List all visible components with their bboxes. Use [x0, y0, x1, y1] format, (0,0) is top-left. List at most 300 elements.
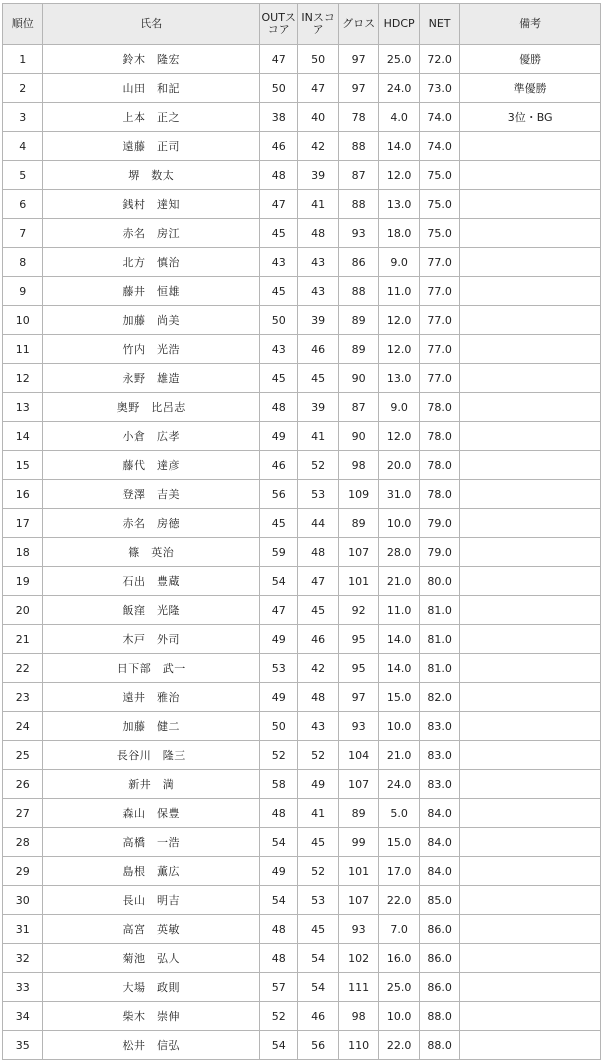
net-cell: 88.0 [419, 1031, 459, 1060]
note-cell [460, 451, 601, 480]
table-row [3, 509, 601, 538]
table-row [3, 248, 601, 277]
player-name-cell: 赤名 房徳 [43, 509, 260, 538]
out-score-cell: 58 [260, 770, 298, 799]
rank-cell: 5 [3, 161, 43, 190]
table-row [3, 219, 601, 248]
gross-cell: 92 [338, 596, 378, 625]
rank-cell: 31 [3, 915, 43, 944]
net-cell: 84.0 [419, 799, 459, 828]
player-name-cell: 石出 豊蔵 [43, 567, 260, 596]
in-score-cell: 54 [298, 944, 338, 973]
rank-cell: 34 [3, 1002, 43, 1031]
in-score-cell: 43 [298, 248, 338, 277]
hdcp-cell: 10.0 [379, 1002, 419, 1031]
hdcp-cell: 20.0 [379, 451, 419, 480]
gross-cell: 102 [338, 944, 378, 973]
out-score-cell: 45 [260, 219, 298, 248]
net-cell: 81.0 [419, 625, 459, 654]
out-score-cell: 43 [260, 248, 298, 277]
note-cell [460, 944, 601, 973]
table-row [3, 944, 601, 973]
net-cell: 82.0 [419, 683, 459, 712]
in-score-cell: 41 [298, 799, 338, 828]
table-row [3, 277, 601, 306]
gross-cell: 89 [338, 799, 378, 828]
hdcp-cell: 25.0 [379, 973, 419, 1002]
net-cell: 75.0 [419, 190, 459, 219]
table-row [3, 335, 601, 364]
player-name-cell: 大場 政則 [43, 973, 260, 1002]
gross-cell: 93 [338, 712, 378, 741]
note-cell [460, 161, 601, 190]
table-row [3, 103, 601, 132]
table-row [3, 538, 601, 567]
out-score-cell: 48 [260, 161, 298, 190]
rank-cell: 11 [3, 335, 43, 364]
in-score-cell: 42 [298, 654, 338, 683]
out-score-cell: 38 [260, 103, 298, 132]
rank-cell: 24 [3, 712, 43, 741]
gross-cell: 88 [338, 190, 378, 219]
net-cell: 75.0 [419, 219, 459, 248]
note-cell [460, 132, 601, 161]
note-cell [460, 857, 601, 886]
player-name-cell: 銭村 達知 [43, 190, 260, 219]
net-cell: 77.0 [419, 364, 459, 393]
rank-cell: 4 [3, 132, 43, 161]
out-score-cell: 52 [260, 1002, 298, 1031]
gross-cell: 87 [338, 393, 378, 422]
table-row [3, 451, 601, 480]
note-cell [460, 973, 601, 1002]
rank-cell: 29 [3, 857, 43, 886]
note-cell [460, 480, 601, 509]
hdcp-cell: 21.0 [379, 567, 419, 596]
in-score-cell: 43 [298, 712, 338, 741]
table-row [3, 74, 601, 103]
rank-cell: 17 [3, 509, 43, 538]
player-name-cell: 新井 満 [43, 770, 260, 799]
player-name-cell: 篠 英治 [43, 538, 260, 567]
header-name: 氏名 [43, 4, 260, 45]
header-rank: 順位 [3, 4, 43, 45]
net-cell: 83.0 [419, 770, 459, 799]
rank-cell: 25 [3, 741, 43, 770]
player-name-cell: 長谷川 隆三 [43, 741, 260, 770]
in-score-cell: 53 [298, 480, 338, 509]
in-score-cell: 47 [298, 567, 338, 596]
note-cell [460, 335, 601, 364]
player-name-cell: 藤井 恒雄 [43, 277, 260, 306]
out-score-cell: 46 [260, 132, 298, 161]
net-cell: 78.0 [419, 422, 459, 451]
out-score-cell: 43 [260, 335, 298, 364]
rank-cell: 13 [3, 393, 43, 422]
note-cell [460, 741, 601, 770]
header-in-score: INスコア [298, 4, 338, 45]
hdcp-cell: 13.0 [379, 364, 419, 393]
gross-cell: 104 [338, 741, 378, 770]
hdcp-cell: 14.0 [379, 132, 419, 161]
hdcp-cell: 12.0 [379, 306, 419, 335]
in-score-cell: 48 [298, 538, 338, 567]
in-score-cell: 45 [298, 596, 338, 625]
rank-cell: 20 [3, 596, 43, 625]
in-score-cell: 52 [298, 741, 338, 770]
player-name-cell: 高宮 英敏 [43, 915, 260, 944]
out-score-cell: 59 [260, 538, 298, 567]
in-score-cell: 41 [298, 190, 338, 219]
net-cell: 75.0 [419, 161, 459, 190]
net-cell: 77.0 [419, 277, 459, 306]
player-name-cell: 赤名 房江 [43, 219, 260, 248]
gross-cell: 111 [338, 973, 378, 1002]
table-row [3, 683, 601, 712]
gross-cell: 97 [338, 74, 378, 103]
rank-cell: 21 [3, 625, 43, 654]
player-name-cell: 登澤 吉美 [43, 480, 260, 509]
table-row [3, 973, 601, 1002]
note-cell [460, 509, 601, 538]
gross-cell: 107 [338, 770, 378, 799]
hdcp-cell: 18.0 [379, 219, 419, 248]
in-score-cell: 49 [298, 770, 338, 799]
hdcp-cell: 4.0 [379, 103, 419, 132]
rank-cell: 15 [3, 451, 43, 480]
net-cell: 77.0 [419, 306, 459, 335]
net-cell: 78.0 [419, 393, 459, 422]
table-row [3, 741, 601, 770]
note-cell [460, 306, 601, 335]
note-cell [460, 190, 601, 219]
hdcp-cell: 11.0 [379, 277, 419, 306]
rank-cell: 9 [3, 277, 43, 306]
note-cell [460, 683, 601, 712]
note-cell: 3位・BG [460, 103, 601, 132]
net-cell: 79.0 [419, 538, 459, 567]
hdcp-cell: 11.0 [379, 596, 419, 625]
rank-cell: 18 [3, 538, 43, 567]
rank-cell: 33 [3, 973, 43, 1002]
net-cell: 88.0 [419, 1002, 459, 1031]
gross-cell: 98 [338, 451, 378, 480]
gross-cell: 90 [338, 364, 378, 393]
gross-cell: 93 [338, 915, 378, 944]
net-cell: 84.0 [419, 857, 459, 886]
table-row [3, 393, 601, 422]
in-score-cell: 56 [298, 1031, 338, 1060]
gross-cell: 89 [338, 335, 378, 364]
player-name-cell: 竹内 光浩 [43, 335, 260, 364]
note-cell [460, 770, 601, 799]
net-cell: 80.0 [419, 567, 459, 596]
rank-cell: 6 [3, 190, 43, 219]
player-name-cell: 松井 信弘 [43, 1031, 260, 1060]
net-cell: 86.0 [419, 915, 459, 944]
out-score-cell: 48 [260, 944, 298, 973]
hdcp-cell: 25.0 [379, 45, 419, 74]
note-cell [460, 422, 601, 451]
header-out-score: OUTスコア [260, 4, 298, 45]
gross-cell: 87 [338, 161, 378, 190]
hdcp-cell: 12.0 [379, 161, 419, 190]
hdcp-cell: 10.0 [379, 712, 419, 741]
out-score-cell: 53 [260, 654, 298, 683]
hdcp-cell: 22.0 [379, 1031, 419, 1060]
net-cell: 85.0 [419, 886, 459, 915]
results-table [2, 3, 601, 1060]
rank-cell: 32 [3, 944, 43, 973]
out-score-cell: 54 [260, 1031, 298, 1060]
player-name-cell: 遠藤 正司 [43, 132, 260, 161]
out-score-cell: 50 [260, 306, 298, 335]
hdcp-cell: 21.0 [379, 741, 419, 770]
header-row [3, 4, 601, 45]
gross-cell: 89 [338, 509, 378, 538]
table-row [3, 915, 601, 944]
out-score-cell: 45 [260, 509, 298, 538]
out-score-cell: 47 [260, 190, 298, 219]
out-score-cell: 54 [260, 828, 298, 857]
table-row [3, 654, 601, 683]
in-score-cell: 47 [298, 74, 338, 103]
in-score-cell: 39 [298, 161, 338, 190]
in-score-cell: 53 [298, 886, 338, 915]
player-name-cell: 木戸 外司 [43, 625, 260, 654]
hdcp-cell: 9.0 [379, 248, 419, 277]
player-name-cell: 菊池 弘人 [43, 944, 260, 973]
in-score-cell: 39 [298, 393, 338, 422]
note-cell [460, 654, 601, 683]
hdcp-cell: 22.0 [379, 886, 419, 915]
gross-cell: 110 [338, 1031, 378, 1060]
in-score-cell: 46 [298, 625, 338, 654]
gross-cell: 88 [338, 132, 378, 161]
player-name-cell: 遠井 雅治 [43, 683, 260, 712]
out-score-cell: 56 [260, 480, 298, 509]
net-cell: 77.0 [419, 335, 459, 364]
header-net: NET [419, 4, 459, 45]
player-name-cell: 藤代 達彦 [43, 451, 260, 480]
out-score-cell: 48 [260, 915, 298, 944]
note-cell [460, 567, 601, 596]
in-score-cell: 45 [298, 828, 338, 857]
player-name-cell: 奥野 比呂志 [43, 393, 260, 422]
hdcp-cell: 9.0 [379, 393, 419, 422]
in-score-cell: 48 [298, 219, 338, 248]
out-score-cell: 48 [260, 393, 298, 422]
table-row [3, 596, 601, 625]
in-score-cell: 52 [298, 857, 338, 886]
out-score-cell: 49 [260, 683, 298, 712]
gross-cell: 78 [338, 103, 378, 132]
net-cell: 81.0 [419, 654, 459, 683]
out-score-cell: 57 [260, 973, 298, 1002]
net-cell: 86.0 [419, 944, 459, 973]
player-name-cell: 高橋 一浩 [43, 828, 260, 857]
gross-cell: 93 [338, 219, 378, 248]
note-cell [460, 712, 601, 741]
player-name-cell: 島根 薫広 [43, 857, 260, 886]
table-row [3, 161, 601, 190]
table-row [3, 1031, 601, 1060]
table-row [3, 770, 601, 799]
rank-cell: 14 [3, 422, 43, 451]
note-cell [460, 364, 601, 393]
net-cell: 86.0 [419, 973, 459, 1002]
out-score-cell: 54 [260, 886, 298, 915]
out-score-cell: 47 [260, 45, 298, 74]
header-note: 備考 [460, 4, 601, 45]
gross-cell: 107 [338, 538, 378, 567]
note-cell [460, 538, 601, 567]
out-score-cell: 50 [260, 74, 298, 103]
gross-cell: 88 [338, 277, 378, 306]
table-row [3, 480, 601, 509]
in-score-cell: 44 [298, 509, 338, 538]
note-cell [460, 393, 601, 422]
net-cell: 78.0 [419, 451, 459, 480]
out-score-cell: 49 [260, 422, 298, 451]
note-cell [460, 915, 601, 944]
note-cell [460, 277, 601, 306]
note-cell [460, 1002, 601, 1031]
rank-cell: 30 [3, 886, 43, 915]
rank-cell: 23 [3, 683, 43, 712]
rank-cell: 19 [3, 567, 43, 596]
gross-cell: 89 [338, 306, 378, 335]
net-cell: 83.0 [419, 712, 459, 741]
player-name-cell: 長山 明吉 [43, 886, 260, 915]
out-score-cell: 47 [260, 596, 298, 625]
in-score-cell: 45 [298, 915, 338, 944]
rank-cell: 1 [3, 45, 43, 74]
hdcp-cell: 24.0 [379, 74, 419, 103]
in-score-cell: 48 [298, 683, 338, 712]
in-score-cell: 45 [298, 364, 338, 393]
player-name-cell: 飯窪 光隆 [43, 596, 260, 625]
net-cell: 74.0 [419, 132, 459, 161]
hdcp-cell: 16.0 [379, 944, 419, 973]
gross-cell: 101 [338, 857, 378, 886]
header-hdcp: HDCP [379, 4, 419, 45]
player-name-cell: 永野 雄造 [43, 364, 260, 393]
out-score-cell: 45 [260, 277, 298, 306]
player-name-cell: 加藤 健二 [43, 712, 260, 741]
in-score-cell: 54 [298, 973, 338, 1002]
rank-cell: 8 [3, 248, 43, 277]
player-name-cell: 鈴木 隆宏 [43, 45, 260, 74]
in-score-cell: 40 [298, 103, 338, 132]
hdcp-cell: 13.0 [379, 190, 419, 219]
gross-cell: 90 [338, 422, 378, 451]
hdcp-cell: 31.0 [379, 480, 419, 509]
gross-cell: 99 [338, 828, 378, 857]
table-row [3, 886, 601, 915]
hdcp-cell: 14.0 [379, 625, 419, 654]
table-header [3, 4, 601, 45]
table-row [3, 799, 601, 828]
table-row [3, 1002, 601, 1031]
net-cell: 77.0 [419, 248, 459, 277]
in-score-cell: 50 [298, 45, 338, 74]
table-row [3, 45, 601, 74]
table-row [3, 364, 601, 393]
table-row [3, 306, 601, 335]
table-row [3, 132, 601, 161]
table-row [3, 625, 601, 654]
hdcp-cell: 10.0 [379, 509, 419, 538]
in-score-cell: 41 [298, 422, 338, 451]
net-cell: 83.0 [419, 741, 459, 770]
note-cell [460, 799, 601, 828]
header-gross: グロス [338, 4, 378, 45]
in-score-cell: 46 [298, 335, 338, 364]
hdcp-cell: 17.0 [379, 857, 419, 886]
player-name-cell: 上本 正之 [43, 103, 260, 132]
net-cell: 73.0 [419, 74, 459, 103]
out-score-cell: 50 [260, 712, 298, 741]
out-score-cell: 49 [260, 625, 298, 654]
table-body [3, 45, 601, 1060]
rank-cell: 27 [3, 799, 43, 828]
gross-cell: 95 [338, 625, 378, 654]
hdcp-cell: 7.0 [379, 915, 419, 944]
rank-cell: 35 [3, 1031, 43, 1060]
table-row [3, 828, 601, 857]
net-cell: 72.0 [419, 45, 459, 74]
note-cell [460, 596, 601, 625]
note-cell [460, 219, 601, 248]
rank-cell: 3 [3, 103, 43, 132]
net-cell: 78.0 [419, 480, 459, 509]
player-name-cell: 小倉 広孝 [43, 422, 260, 451]
in-score-cell: 43 [298, 277, 338, 306]
rank-cell: 16 [3, 480, 43, 509]
out-score-cell: 49 [260, 857, 298, 886]
player-name-cell: 森山 保豊 [43, 799, 260, 828]
note-cell [460, 1031, 601, 1060]
hdcp-cell: 14.0 [379, 654, 419, 683]
net-cell: 74.0 [419, 103, 459, 132]
hdcp-cell: 12.0 [379, 335, 419, 364]
table-row [3, 712, 601, 741]
hdcp-cell: 5.0 [379, 799, 419, 828]
out-score-cell: 54 [260, 567, 298, 596]
hdcp-cell: 15.0 [379, 683, 419, 712]
out-score-cell: 46 [260, 451, 298, 480]
table-row [3, 422, 601, 451]
gross-cell: 95 [338, 654, 378, 683]
player-name-cell: 日下部 武一 [43, 654, 260, 683]
player-name-cell: 山田 和記 [43, 74, 260, 103]
out-score-cell: 52 [260, 741, 298, 770]
gross-cell: 107 [338, 886, 378, 915]
gross-cell: 97 [338, 683, 378, 712]
rank-cell: 12 [3, 364, 43, 393]
gross-cell: 86 [338, 248, 378, 277]
note-cell [460, 248, 601, 277]
rank-cell: 22 [3, 654, 43, 683]
player-name-cell: 北方 慎治 [43, 248, 260, 277]
table-row [3, 567, 601, 596]
rank-cell: 26 [3, 770, 43, 799]
player-name-cell: 柴木 崇伸 [43, 1002, 260, 1031]
hdcp-cell: 12.0 [379, 422, 419, 451]
out-score-cell: 48 [260, 799, 298, 828]
gross-cell: 98 [338, 1002, 378, 1031]
